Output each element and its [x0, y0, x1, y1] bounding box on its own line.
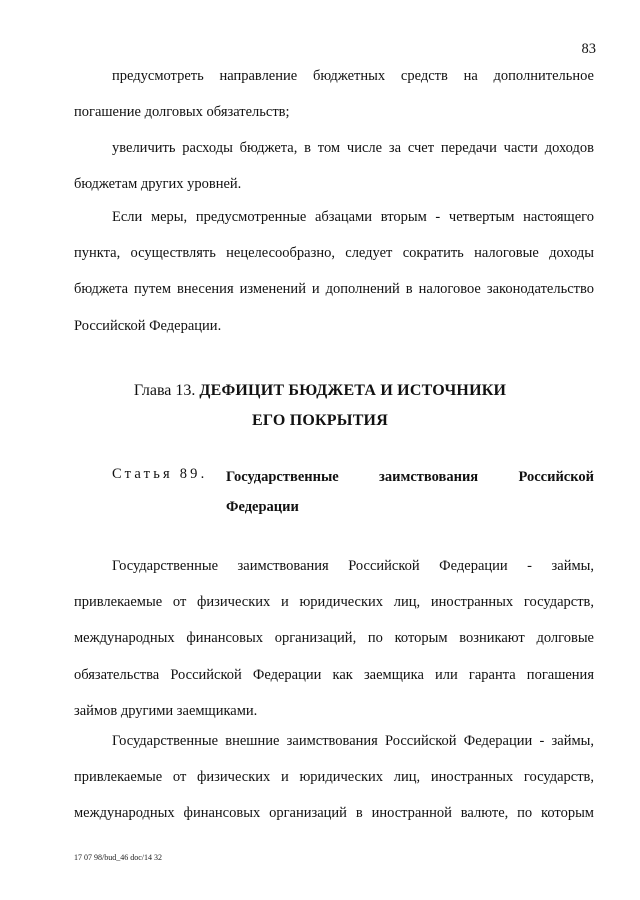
chapter-title-line1: ДЕФИЦИТ БЮДЖЕТА И ИСТОЧНИКИ — [199, 382, 507, 399]
paragraph-line: займов другими заемщиками. — [74, 702, 258, 719]
paragraph-3 — [74, 199, 594, 344]
paragraph-line: предусмотреть направление бюджетных средств на дополнительное — [112, 68, 594, 84]
paragraph-line: бюджетам других уровней. — [74, 176, 242, 193]
chapter-heading-line2 — [40, 406, 600, 436]
paragraph-4 — [74, 548, 594, 729]
chapter-heading — [40, 376, 600, 406]
paragraph-line: бюджета путем внесения изменений и дополнений в налоговое законодательство — [74, 281, 594, 298]
paragraph-line: Государственные внешние заимствования Российской Федерации - займы, — [112, 733, 594, 749]
chapter-prefix: Глава 13. — [133, 382, 196, 399]
paragraph-line: привлекаемые от физических и юридических лиц, иностранных государств, — [74, 769, 594, 786]
article-number: Статья 89. — [112, 466, 208, 482]
paragraph-line: международных финансовых организаций в иностранной валюте, по которым — [74, 805, 594, 822]
paragraph-line: Государственные заимствования Российской Федерации - займы, — [112, 558, 594, 574]
paragraph-line: Если меры, предусмотренные абзацами вторым - четвертым настоящего — [112, 209, 594, 225]
paragraph-2 — [74, 130, 594, 202]
paragraph-line: пункта, осуществлять нецелесообразно, следует сократить налоговые доходы — [74, 245, 594, 262]
chapter-title-line2: ЕГО ПОКРЫТИЯ — [252, 412, 388, 429]
paragraph-1 — [74, 58, 594, 130]
paragraph-line: привлекаемые от физических и юридических лиц, иностранных государств, — [74, 594, 594, 611]
article-title: Государственные заимствования Российской Федерации — [226, 469, 594, 515]
article-label — [112, 462, 207, 486]
paragraph-line: международных финансовых организаций, по которым возникают долговые — [74, 630, 594, 647]
paragraph-5 — [74, 723, 594, 832]
paragraph-line: погашение долговых обязательств; — [74, 104, 290, 121]
footer-file-code: 17 07 98/bud_46 doc/14 32 — [74, 853, 162, 862]
page-number: 83 — [581, 41, 596, 57]
paragraph-line: обязательства Российской Федерации как заемщика или гаранта погашения — [74, 666, 594, 683]
paragraph-line: увеличить расходы бюджета, в том числе за счет передачи части доходов — [112, 140, 594, 156]
paragraph-line: Российской Федерации. — [74, 317, 222, 334]
